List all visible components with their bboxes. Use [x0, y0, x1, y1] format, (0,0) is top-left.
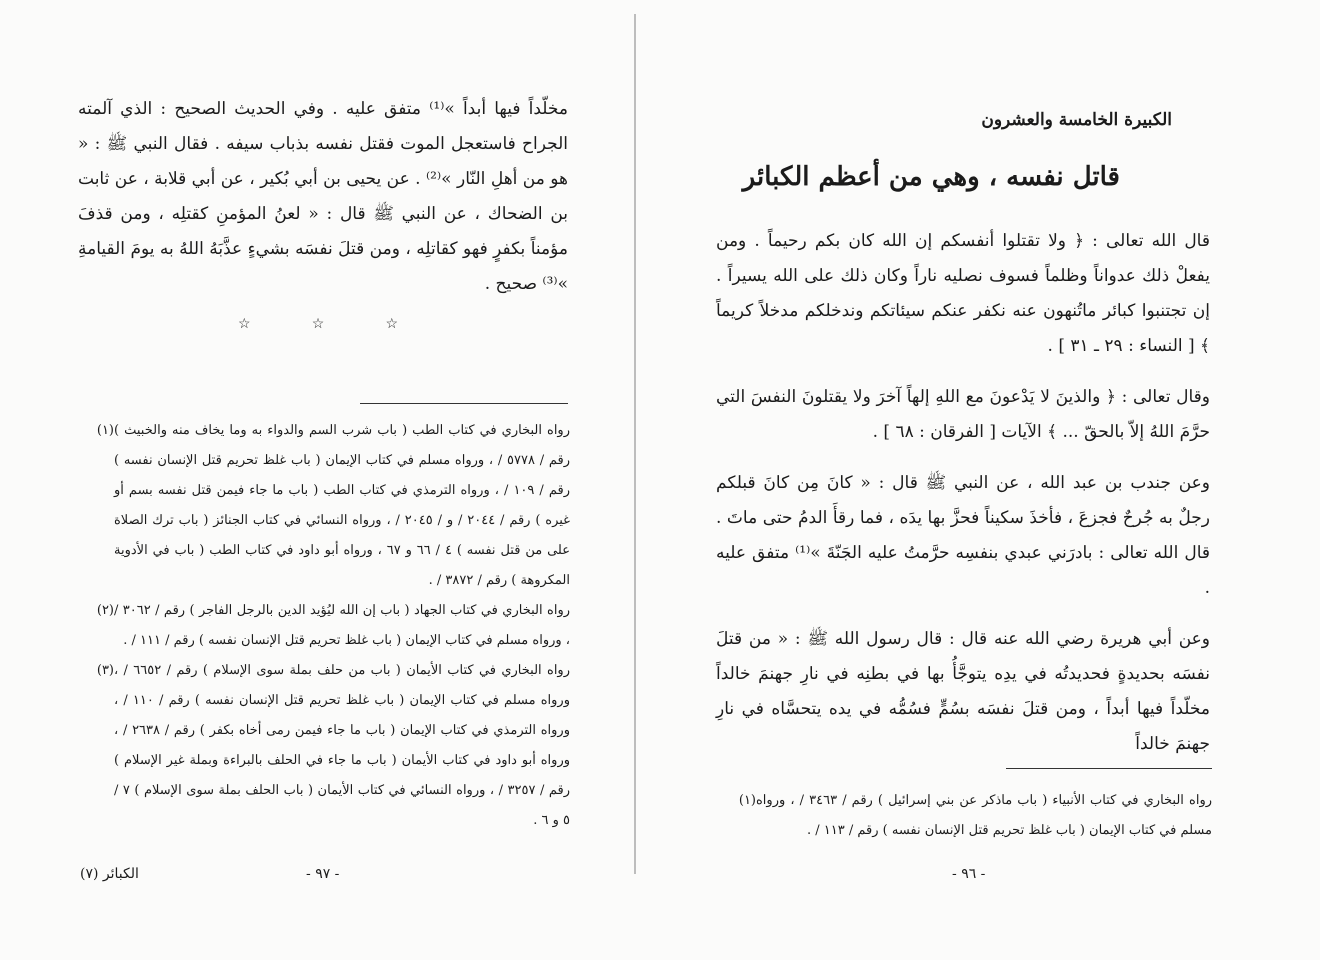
footnote-number: (١) [96, 423, 114, 438]
footnote-separator [360, 403, 568, 404]
right-page-body [716, 224, 1210, 778]
footnote-separator [1006, 768, 1212, 769]
footnote-number: (٢) [96, 603, 114, 618]
footnote-number: (١) [738, 793, 756, 808]
left-page [0, 0, 636, 960]
page-number: - ٩٧ - [306, 866, 340, 882]
left-footnotes [76, 416, 570, 836]
star-icon: ☆ [238, 316, 251, 332]
footnote-text: رواه البخاري في كتاب الجهاد ( باب إن الله ليُؤيد الدين بالرجل الفاجر ) رقم / ٣٠٦٢ / ، ورواه مسلم في كتاب الإيمان ( باب غلظ تحريم قتل الإنسان نفسه ) رقم / ١١١ / . [114, 603, 570, 648]
footnote-item [76, 596, 570, 656]
right-footnotes [718, 786, 1212, 846]
footnote-number: (٣) [96, 663, 114, 678]
paragraph: وقال تعالى : ﴿ والذينَ لا يَدْعونَ مع اللهِ إلهاً آخرَ ولا يقتلونَ النفسَ التي حرَّمَ اللهُ إلاّ بالحقّ ... ﴾ الآيات [ الفرقان : ٦٨ ] . [716, 387, 1210, 442]
chapter-label: الكبيرة الخامسة والعشرون [981, 110, 1172, 130]
paragraph: وعن أبي هريرة رضي الله عنه قال : قال رسول الله ﷺ : « من قتلَ نفسَه بحديدةٍ فحديدتُه في يدِه يتوجَّأُ بها في بطنِه في نارِ جهنمَ خالداً مخلّداً فيها أبداً ، ومن قتلَ نفسَه بسُمٍّ فسُمُّه في يده يتحسَّاه في نارِ جهنمَ خالداً [716, 629, 1210, 754]
star-icon: ☆ [311, 316, 325, 332]
left-page-paragraph: مخلّداً فيها أبداً »⁽¹⁾ متفق عليه . وفي الحديث الصحيح : الذي آلمته الجراح فاستعجل الموت فقتل نفسه بذباب سيفه . فقال النبي ﷺ : « هو من أهلِ النّار »⁽²⁾ . عن يحيى بن أبي بُكير ، عن أبي قلابة ، عن ثابت بن الضحاك ، عن النبي ﷺ قال : « لعنُ المؤمنِ كقتلِه ، ومن قذفَ مؤمناً بكفرٍ فهو كقاتلِه ، ومن قتلَ نفسَه بشيءٍ عذَّبَهُ اللهُ به يومَ القيامةِ »⁽³⁾ صحيح . [78, 99, 568, 294]
page-number: - ٩٦ - [952, 866, 986, 882]
paragraph: وعن جندب بن عبد الله ، عن النبي ﷺ قال : « كانَ مِن كانَ قبلكم رجلٌ به جُرحٌ فجزعَ ، فأخذَ سكيناً فحزَّ بها يدَه ، فما رقأَ الدمُ حتى ماتَ . قال الله تعالى : بادرَني عبدي بنفسِه حرَّمتُ عليه الجَنّةَ »⁽¹⁾ متفق عليه . [716, 473, 1211, 598]
footnote-item [76, 416, 570, 596]
footnote-item [718, 786, 1212, 846]
signature-mark: الكبائر (٧) [80, 866, 139, 882]
right-page [636, 0, 1320, 960]
paragraph: قال الله تعالى : ﴿ ولا تقتلوا أنفسكم إن الله كان بكم رحيماً . ومن يفعلْ ذلك عدواناً وظلماً فسوف نصليه ناراً وكان ذلك على الله يسيراً . إن تجتنبوا كبائر ماتُنهون عنه نكفر عنكم سيئاتكم وندخلكم مدخلاً كريماً ﴾ [ النساء : ٢٩ ـ ٣١ ] . [716, 231, 1210, 356]
section-divider-stars [238, 316, 398, 332]
footnote-text: رواه البخاري في كتاب الأنبياء ( باب ماذكر عن بني إسرائيل ) رقم / ٣٤٦٣ / ، ورواه مسلم في كتاب الإيمان ( باب غلظ تحريم قتل الإنسان نفسه ) رقم / ١١٣ / . [756, 793, 1213, 838]
footnote-item [76, 656, 570, 836]
footnote-text: رواه البخاري في كتاب الطب ( باب شرب السم والدواء به وما يخاف منه والخبيث ) رقم / ٥٧٧٨ / ، ورواه مسلم في كتاب الإيمان ( باب غلظ تحريم قتل الإنسان نفسه ) رقم / ١٠٩ / ، ورواه الترمذي في كتاب الطب ( باب ما جاء فيمن قتل نفسه بسم أو غيره ) رقم / ٢٠٤٤ / و / ٢٠٤٥ / ، ورواه النسائي في كتاب الجنائز ( باب ترك الصلاة على من قتل نفسه ) ٤ / ٦٦ و ٦٧ ، ورواه أبو داود في كتاب الطب ( باب في الأدوية المكروهة ) رقم / ٣٨٧٢ / . [114, 423, 570, 588]
star-icon: ☆ [385, 316, 398, 332]
footnote-text: رواه البخاري في كتاب الأيمان ( باب من حلف بملة سوى الإسلام ) رقم / ٦٦٥٢ / ، ورواه مسلم في كتاب الإيمان ( باب غلظ تحريم قتل الإنسان نفسه ) رقم / ١١٠ / ، ورواه الترمذي في كتاب الإيمان ( باب ما جاء فيمن رمى أخاه بكفر ) رقم / ٢٦٣٨ / ، ورواه أبو داود في كتاب الأيمان ( باب ما جاء في الحلف بالبراءة وبملة غير الإسلام ) رقم / ٣٢٥٧ / ، ورواه النسائي في كتاب الأيمان ( باب الحلف بملة سوى الإسلام ) ٧ / ٥ و ٦ . [114, 663, 570, 828]
page-title: قاتل نفسه ، وهي من أعظم الكبائر [742, 162, 1120, 192]
